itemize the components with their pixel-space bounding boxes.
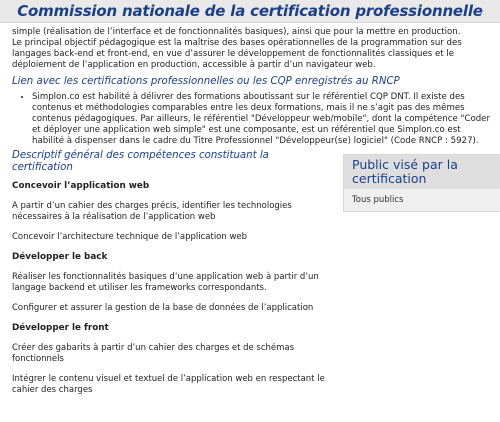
target-audience-title: Public visé par la certification (344, 155, 500, 189)
target-audience-value: Tous publics (352, 195, 404, 205)
competence-item: Configurer et assurer la gestion de la base de données de l’application (12, 303, 314, 313)
competence-item: A partir d’un cahier des charges précis, identifier les technologies nécessaires à la réalisation de l’application web (12, 201, 292, 222)
competences-section-title: Descriptif général des compétences constituant la certification (12, 150, 269, 173)
competence-heading: Développer le back (12, 252, 108, 262)
competences-column (12, 150, 332, 396)
page-header (0, 0, 500, 23)
competence-heading: Concevoir l’application web (12, 181, 150, 191)
main-content (0, 27, 500, 396)
certifications-list (12, 92, 491, 147)
competence-item: Créer des gabarits à partir d’un cahier des charges et de schémas fonctionnels (12, 343, 295, 364)
page-title: Commission nationale de la certification professionnelle (17, 2, 483, 20)
certifications-bullet: • Simplon.co est habilité à délivrer des formations aboutissant sur le référentiel CQP DNT. Il existe des contenus et méthodologies comparables entre les deux formations, mais il ne s’agit pas des mêmes contenus pédagogiques. Par ailleurs, le référentiel "Développeur web/mobile", dont la compétence "Coder et déployer une application web simple" est une composante, est un référentiel que Simplon.co est habilité à dispenser dans le cadre du Titre Professionnel "Développeur(se) logiciel" (Code RNCP : 5927). (32, 92, 491, 147)
target-audience-box (343, 154, 500, 212)
competence-heading: Développer le front (12, 323, 109, 333)
competence-item: Réaliser les fonctionnalités basiques d’une application web à partir d’un langage backend et utiliser les frameworks correspondants. (12, 272, 319, 293)
intro-paragraph-2: Le principal objectif pédagogique est la maîtrise des bases opérationnelles de la programmation sur des langages back-end et front-end, en vue d’assurer le développement de fonctionnalités classiques et le déploiement de l’application en production, accessible à partir d’un navigateur web. (12, 38, 462, 70)
intro-paragraph-1: simple (réalisation de l’interface et de fonctionnalités basiques), ainsi que pour la mettre en production. (12, 27, 461, 37)
competences-section (12, 150, 491, 396)
certifications-section-title: Lien avec les certifications professionnelles ou les CQP enregistrés au RNCP (12, 76, 400, 87)
competence-item: Concevoir l’architecture technique de l’application web (12, 232, 248, 242)
competence-item: Intégrer le contenu visuel et textuel de l’application web en respectant le cahier des charges (12, 374, 325, 395)
